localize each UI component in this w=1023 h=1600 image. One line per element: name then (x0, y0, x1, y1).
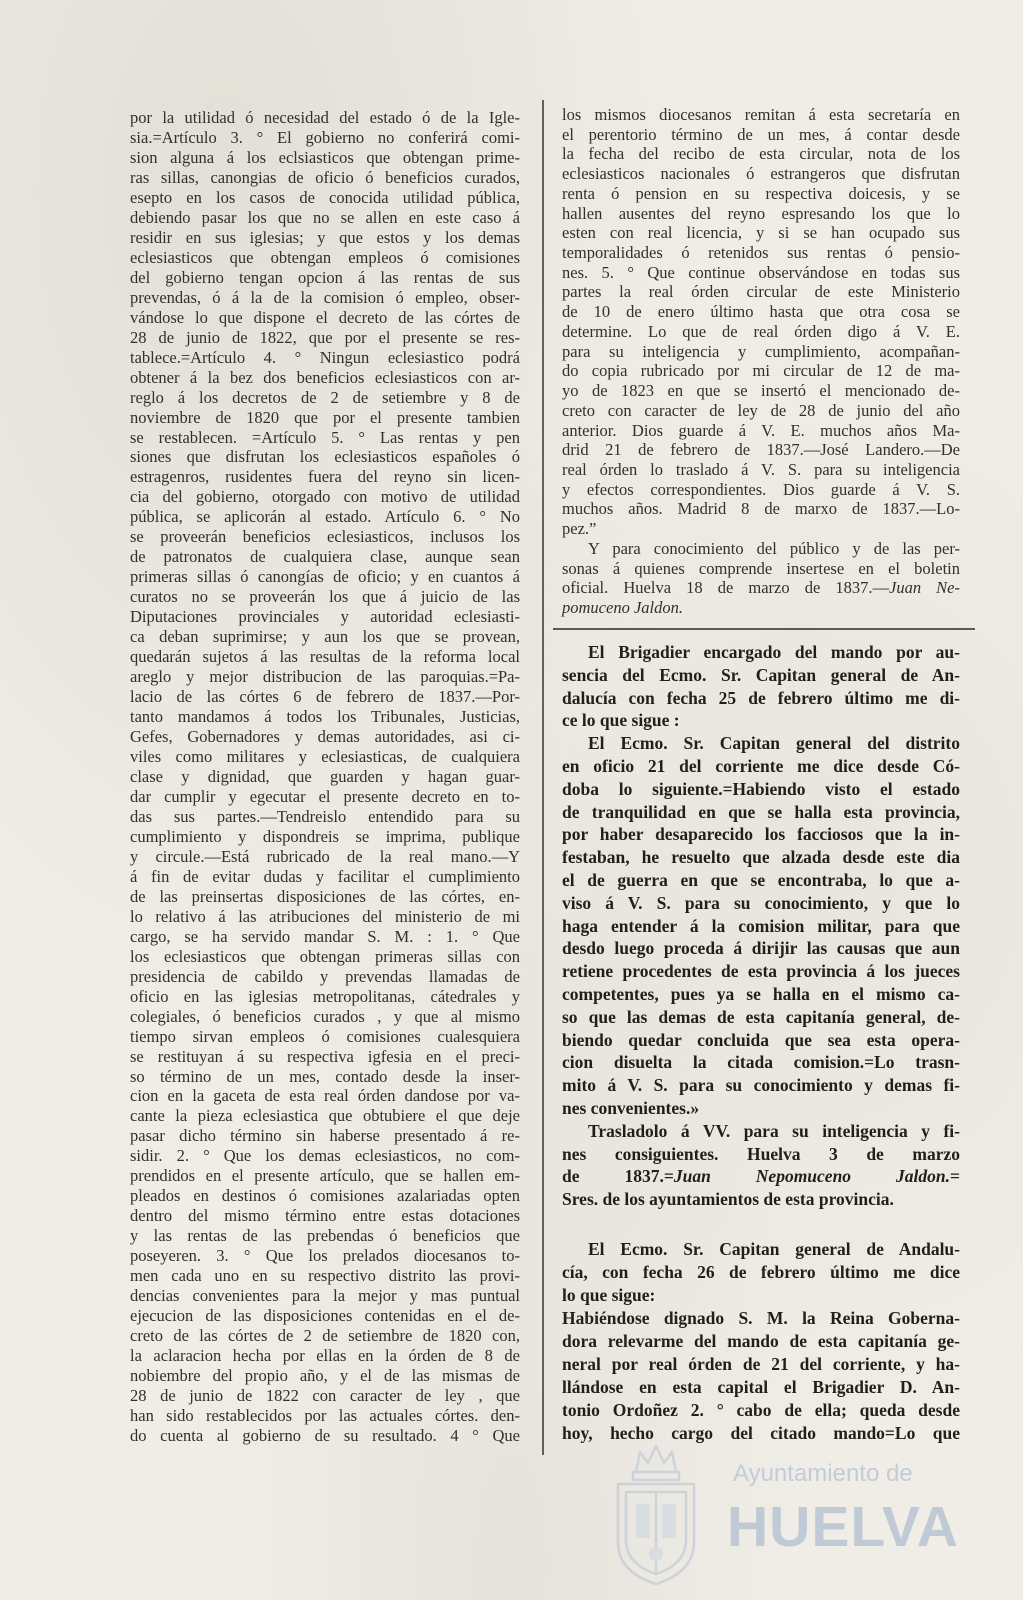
line-text: tonio Ordoñez 2. ° cabo de ella; queda desde (562, 1400, 960, 1420)
line-text: nes convenientes.» (562, 1097, 700, 1118)
text-line (562, 687, 960, 710)
line-text: competentes, pues ya se halla en el mismo ca- (562, 983, 960, 1004)
line-text: debiendo pasar los que no se allen en este caso á (130, 207, 520, 227)
text-run: oficial. Huelva 18 de marzo de 1837.— (562, 578, 889, 598)
text-line (130, 1246, 520, 1266)
text-line (562, 1188, 960, 1211)
line-text: los mismos diocesanos remitan á esta secretaría en (562, 105, 960, 124)
line-text: de 10 de enero último hasta que otra cosa se (562, 302, 960, 322)
italic-text: Juan Ne- (889, 578, 960, 598)
line-text: llándose en esta capital el Brigadier D. An- (562, 1377, 960, 1397)
line-text: el de guerra en que se encontraba, lo que a- (562, 869, 960, 890)
text-line (562, 755, 960, 778)
line-text: El Brigadier encargado del mando por au- (588, 642, 960, 662)
text-line (130, 1027, 520, 1047)
line-text: presidencia de cabildo y prevendas llamadas de (130, 966, 520, 986)
text-line (562, 480, 960, 500)
line-text: el perentorio término de un mes, á contar desde (562, 124, 960, 144)
paragraph (562, 732, 960, 1120)
text-line (130, 228, 520, 248)
italic-text: pomuceno Jaldon. (562, 597, 683, 617)
line-text: dencias convenientes para la mejor y mas puntual (130, 1286, 520, 1306)
line-text: esepto en los casos de conocida utilidad pública, (130, 187, 520, 207)
text-line (562, 519, 960, 539)
text-line (130, 1426, 520, 1446)
text-line (130, 1146, 520, 1166)
line-text: Trasladolo á VV. para su inteligencia y fi- (588, 1120, 960, 1141)
line-text: 28 de junio de 1822, que por el presente se res- (130, 327, 520, 347)
line-text: 28 de junio de 1822 con caracter de ley , que (130, 1386, 520, 1405)
text-line (562, 709, 960, 732)
brigadier-notice (562, 641, 960, 1211)
text-line (562, 664, 960, 687)
line-text: estragenros, rusidentes fuera del reyno sin licen- (130, 467, 520, 487)
text-line (562, 263, 960, 283)
line-text: pez.” (562, 519, 597, 539)
text-line (562, 1353, 960, 1376)
line-text: la fecha del recibo de esta circular, nota de los (562, 144, 960, 164)
left-column (130, 108, 520, 1446)
line-text: El Ecmo. Sr. Capitan general de Andalu- (588, 1239, 960, 1259)
line-text: viles como militares y eclesiasticas, de cualquiera (130, 747, 520, 766)
line-text: Gefes, Gobernadores y demas autoridades, asi ci- (130, 727, 520, 747)
text-line (130, 967, 520, 987)
text-line (130, 1106, 520, 1126)
line-text: primeras sillas ó canongías de oficio; y en cuantos á (130, 567, 520, 587)
text-line (562, 1261, 960, 1284)
line-text (562, 1166, 960, 1186)
line-text: eclesiasticos nacionales ó estrangeros que disfrutan (562, 164, 960, 184)
line-text: noviembre de 1820 que por el presente tambien (130, 407, 520, 427)
line-text: obtener á la bez dos beneficios eclesiasticos con ar- (130, 367, 520, 387)
text-line (130, 827, 520, 847)
text-line (562, 960, 960, 983)
line-text: real órden lo traslado á V. S. para su inteligencia (562, 459, 960, 479)
paragraph (562, 1238, 960, 1307)
text-line (562, 1284, 960, 1307)
text-line (562, 1029, 960, 1052)
line-text: de las preinsertas disposiciones de las córtes, en- (130, 886, 520, 906)
text-line (130, 787, 520, 807)
line-text: han sido restablecidos por las actuales córtes. den- (130, 1405, 520, 1425)
line-text: dora relevarme del mando de esta capitanía ge- (562, 1331, 960, 1351)
line-text: El Ecmo. Sr. Capitan general del distrito (588, 733, 960, 754)
line-text: ras sillas, canongias de oficio ó beneficios curados, (130, 167, 520, 187)
line-text: la aclaracion hecha por ellas en la órden de 8 de (130, 1346, 520, 1366)
line-text: Sres. de los ayuntamientos de esta provincia. (562, 1189, 894, 1210)
line-text: colegiales, ó beneficios curados , y que al mismo (130, 1006, 520, 1026)
text-line (562, 823, 960, 846)
line-text: biendo quedar concluida que sea esta opera- (562, 1029, 960, 1050)
text-line (562, 1330, 960, 1353)
text-line (562, 125, 960, 145)
line-text: renta ó pension en su respectiva doicesis, y se (562, 183, 960, 203)
text-line (130, 487, 520, 507)
text-line (562, 937, 960, 960)
text-line (562, 322, 960, 342)
line-text: lo que sigue: (562, 1285, 656, 1305)
line-text: areglo y mejor distribucion de las paroquias.=Pa- (130, 667, 520, 687)
text-line (130, 467, 520, 487)
line-text: oficio en las iglesias metropolitanas, cátedrales y (130, 986, 520, 1006)
line-text: pública, se aplicorán al estado. Artículo 6. ° No (130, 507, 520, 527)
text-line (130, 707, 520, 727)
line-text: partes la real órden circular de este Ministerio (562, 282, 960, 302)
text-line (130, 947, 520, 967)
line-text: para su inteligencia y cumplimiento, acompañan- (562, 341, 960, 361)
line-text: prevendas, ó á la de la comision ó empleo, obser- (130, 287, 520, 307)
line-text: haga entender á la comision militar, para que (562, 915, 960, 936)
text-line (562, 778, 960, 801)
line-text: cia del gobierno, otorgado con motivo de utilidad (130, 487, 520, 507)
text-line (130, 547, 520, 567)
text-line (562, 1376, 960, 1399)
watermark-title: HUELVA (727, 1495, 959, 1559)
line-text: Diputaciones provinciales y autoridad eclesiasti- (130, 607, 520, 627)
text-line (130, 647, 520, 667)
line-text: cía, con fecha 26 de febrero último me dice (562, 1262, 960, 1282)
text-line (562, 1097, 960, 1120)
line-text: mito á V. S. para su conocimiento y demas fi- (562, 1075, 960, 1096)
text-line (130, 887, 520, 907)
text-line (562, 243, 960, 263)
text-line (562, 892, 960, 915)
line-text: nobiembre del propio año, y el de las mismas de (130, 1366, 520, 1386)
line-text: doba lo siguiente.=Habiendo visto el estado (562, 778, 960, 799)
line-text: curatos no se proveerán los que á juicio de las (130, 587, 520, 607)
text-line (562, 598, 960, 618)
line-text: y circule.—Está rubricado de la real mano.—Y (130, 846, 520, 866)
line-text: dar cumplir y egecutar el presente decreto en to- (130, 786, 520, 806)
line-text: yo de 1823 en que se insertó el mencionado de- (562, 381, 960, 401)
line-text: á fin de evitar dudas y facilitar el cumplimiento (130, 866, 520, 886)
line-text: lo relativo á las atribuciones del ministerio de mi (130, 906, 520, 926)
text-line (130, 767, 520, 787)
line-text: Habiéndose dignado S. M. la Reina Goberna- (562, 1308, 960, 1328)
line-text: retiene procedentes de esta provincia á los jueces (562, 961, 960, 982)
text-line (130, 208, 520, 228)
text-line (130, 867, 520, 887)
text-line (562, 1143, 960, 1166)
text-line (130, 1047, 520, 1067)
text-line (562, 578, 960, 598)
text-line (130, 567, 520, 587)
text-line (130, 1126, 520, 1146)
text-line (562, 440, 960, 460)
city-crest-icon (606, 1442, 706, 1592)
text-run: de 1837.= (562, 1166, 674, 1187)
line-text: clase y dignidad, que guarden y hagan guar- (130, 766, 520, 786)
text-line (130, 807, 520, 827)
text-line (562, 282, 960, 302)
text-line (562, 1238, 960, 1261)
line-text: anterior. Dios guarde á V. E. muchos años Ma- (562, 420, 960, 440)
line-text: sonas á quienes comprende insertese en el boletin (562, 558, 960, 578)
text-line (130, 907, 520, 927)
line-text: tanto mandamos á todos los Tribunales, Justicias, (130, 707, 520, 727)
text-line (130, 527, 520, 547)
watermark-text: Ayuntamiento de (733, 1460, 913, 1487)
line-text: do copia rubricado por mi circular de 12 de ma- (562, 361, 960, 381)
line-text: Y para conocimiento del público y de las per- (588, 538, 960, 558)
text-line (562, 801, 960, 824)
line-text: dalucía con fecha 25 de febrero último me di- (562, 687, 960, 708)
line-text: quedarán sujetos á las resultas de la reforma local (130, 647, 520, 667)
line-text: en oficio 21 del corriente me dice desde Có- (562, 755, 960, 776)
text-line (130, 1166, 520, 1186)
line-text: muchos años. Madrid 8 de marxo de 1837.—Lo- (562, 499, 960, 519)
line-text: tiempo sirvan empleos ó comisiones cualesquiera (130, 1026, 520, 1046)
section-divider (553, 628, 975, 630)
line-text: ce lo que sigue : (562, 710, 680, 731)
text-line (130, 1067, 520, 1087)
text-line (562, 1399, 960, 1422)
text-line (130, 388, 520, 408)
line-text: sidir. 2. ° Que los demas eclesiasticos, no com- (130, 1146, 520, 1166)
text-line (130, 188, 520, 208)
text-line (130, 328, 520, 348)
line-text: so que las demas de esta capitanía general, de- (562, 1006, 960, 1027)
line-text: creto con caracter de ley de 28 de junio del año (562, 400, 960, 420)
text-line (562, 204, 960, 224)
text-line (130, 687, 520, 707)
line-text: so término de un mes, contado desde la inser- (130, 1066, 520, 1086)
line-text: desdo luego proceda á dirijir las causas que aun (562, 938, 960, 959)
line-text: cion disuelta la citada comision.=Lo trasn- (562, 1052, 960, 1073)
line-text: nes consiguientes. Huelva 3 de marzo (562, 1143, 960, 1164)
line-text: neral por real órden de 21 del corriente, y ha- (562, 1354, 960, 1374)
line-text: se proveerán beneficios eclesiasticos, inclusos los (130, 527, 520, 547)
right-column-circular (562, 105, 960, 618)
text-line (130, 128, 520, 148)
line-text: de tranquilidad en que se halla esta provincia, (562, 801, 960, 822)
line-text: tablece.=Artículo 4. ° Ningun eclesiastico podrá (130, 347, 520, 367)
text-line (130, 747, 520, 767)
text-line (130, 268, 520, 288)
line-text: vándose lo que dispone el decreto de las córtes de (130, 307, 520, 327)
line-text: cante la pieza eclesiastica que obtubiere el que deje (130, 1106, 520, 1126)
text-line (130, 408, 520, 428)
text-line (562, 184, 960, 204)
line-text: por la utilidad ó necesidad del estado ó de la Igle- (130, 108, 520, 127)
line-text: dentro del mismo término entre estas dotaciones (130, 1206, 520, 1226)
line-text: sion alguna á los eclsiasticos que obtengan prime- (130, 147, 520, 167)
text-line (130, 1406, 520, 1426)
text-line (562, 342, 960, 362)
text-line (562, 223, 960, 243)
paragraph (562, 539, 960, 618)
text-line (130, 1326, 520, 1346)
paragraph (130, 108, 520, 1446)
line-text: de patronatos de cualquiera clase, aunque sean (130, 547, 520, 567)
text-line (562, 539, 960, 559)
text-line (130, 927, 520, 947)
text-line (130, 1226, 520, 1246)
line-text: los eclesiasticos que obtengan primeras sillas con (130, 946, 520, 966)
text-line (130, 1286, 520, 1306)
text-line (562, 915, 960, 938)
text-line (130, 168, 520, 188)
line-text: hallen ausentes del reyno espresando los que lo (562, 203, 960, 223)
italic-text: Juan Nepomuceno Jaldon. (673, 1166, 951, 1187)
text-line (562, 361, 960, 381)
line-text: esten con real licencia, y si se han ocupado sus (562, 223, 960, 243)
text-line (562, 732, 960, 755)
line-text: poseyeren. 3. ° Que los prelados diocesanos to- (130, 1246, 520, 1266)
text-line (130, 1007, 520, 1027)
line-text: cargo, se ha servido mandar S. M. : 1. ° Que (130, 926, 520, 946)
text-line (562, 1051, 960, 1074)
text-line (562, 1006, 960, 1029)
line-text: do cuenta al gobierno de su resultado. 4 ° Que (130, 1425, 520, 1445)
text-line (130, 1366, 520, 1386)
text-line (130, 607, 520, 627)
line-text: lacio de las córtes 6 de febrero de 1837.—Por- (130, 687, 520, 707)
line-text: prendidos en el presente artículo, que se hallen em- (130, 1166, 520, 1186)
line-text: men cada uno en su respectivo distrito las provi- (130, 1266, 520, 1286)
text-line (562, 499, 960, 519)
text-line (562, 105, 960, 125)
text-line (562, 381, 960, 401)
text-line (130, 148, 520, 168)
text-line (562, 559, 960, 579)
paragraph (562, 641, 960, 732)
text-line (130, 727, 520, 747)
text-line (562, 421, 960, 441)
text-run: = (950, 1166, 960, 1187)
text-line (562, 1307, 960, 1330)
text-line (130, 627, 520, 647)
line-text: creto de las córtes de 2 de setiembre de 1820 con, (130, 1326, 520, 1346)
text-line (130, 507, 520, 527)
line-text: pasar dicho término sin haberse presentado á re- (130, 1126, 520, 1146)
line-text: ca deban suprimirse; y aun los que se provean, (130, 627, 520, 647)
line-text: nes. 5. ° Que continue observándose en todas sus (562, 262, 960, 282)
text-line (562, 401, 960, 421)
line-text: se restituyan á su respectiva igfesia en el preci- (130, 1046, 520, 1066)
line-text: reglo á los decretos de 2 de setiembre y 8 de (130, 387, 520, 407)
text-line (562, 869, 960, 892)
line-text: determine. Lo que de real órden digo á V. E. (562, 321, 960, 341)
text-line (562, 846, 960, 869)
text-line (130, 1386, 520, 1406)
text-line (130, 1206, 520, 1226)
text-line (130, 987, 520, 1007)
text-line (130, 248, 520, 268)
text-line (562, 164, 960, 184)
line-text: das sus partes.—Tendreislo entendido para su (130, 806, 520, 826)
line-text: se restablecen. =Artículo 5. ° Las rentas y pen (130, 427, 520, 447)
text-line (130, 1086, 520, 1106)
line-text: cumplimiento y dispondreis se imprima, publique (130, 826, 520, 846)
text-line (130, 1186, 520, 1206)
line-text: pleados en destinos ó comisiones azalariadas opten (130, 1186, 520, 1206)
line-text: eclesiasticos que obtengan empleos ó comisiones (130, 247, 520, 267)
line-text: ejecucion de las disposiciones contenidas en el de- (130, 1306, 520, 1326)
text-line (562, 1074, 960, 1097)
line-text: sia.=Artículo 3. ° El gobierno no conferirá comi- (130, 127, 520, 147)
text-line (130, 348, 520, 368)
text-line (130, 108, 520, 128)
text-line (562, 460, 960, 480)
line-text: y efectos correspondientes. Dios guarde á V. S. (562, 479, 960, 499)
paragraph (562, 105, 960, 539)
text-line (562, 302, 960, 322)
line-text (562, 598, 683, 617)
text-line (130, 428, 520, 448)
line-text: drid 21 de febrero de 1837.—José Landero.—De (562, 440, 960, 460)
text-line (130, 847, 520, 867)
line-text: hoy, hecho cargo del citado mando=Lo que (562, 1423, 960, 1443)
text-line (130, 308, 520, 328)
text-line (562, 144, 960, 164)
text-line (562, 1120, 960, 1143)
line-text: viso á V. S. para su conocimiento, y que lo (562, 892, 960, 913)
text-line (130, 368, 520, 388)
text-line (130, 1306, 520, 1326)
line-text (562, 578, 960, 597)
text-line (562, 641, 960, 664)
text-line (562, 1165, 960, 1188)
line-text: siones que disfrutan los eclesiasticos españoles ó (130, 447, 520, 467)
text-line (130, 587, 520, 607)
text-line (130, 1266, 520, 1286)
line-text: temporalidades ó retenidos sus rentas ó pensio- (562, 243, 960, 263)
captain-general-notice (562, 1238, 960, 1445)
paragraph (562, 1120, 960, 1211)
text-line (130, 667, 520, 687)
text-line (130, 1346, 520, 1366)
line-text: del gobierno tengan opcion á las rentas de sus (130, 267, 520, 287)
line-text: sencia del Ecmo. Sr. Capitan general de An- (562, 664, 960, 685)
line-text: festaban, he resuelto que alzada desde este dia (562, 847, 960, 868)
line-text: cion en la gaceta de esta real órden dandose por va- (130, 1086, 520, 1106)
line-text: y las rentas de las prebendas ó beneficios que (130, 1226, 520, 1246)
column-divider (542, 100, 544, 1455)
line-text: por haber desaparecido los facciosos que la in- (562, 824, 960, 845)
text-line (130, 447, 520, 467)
paragraph (562, 1307, 960, 1445)
line-text: residir en sus iglesias; y que estos y los demas (130, 227, 520, 247)
text-line (562, 983, 960, 1006)
text-line (130, 288, 520, 308)
